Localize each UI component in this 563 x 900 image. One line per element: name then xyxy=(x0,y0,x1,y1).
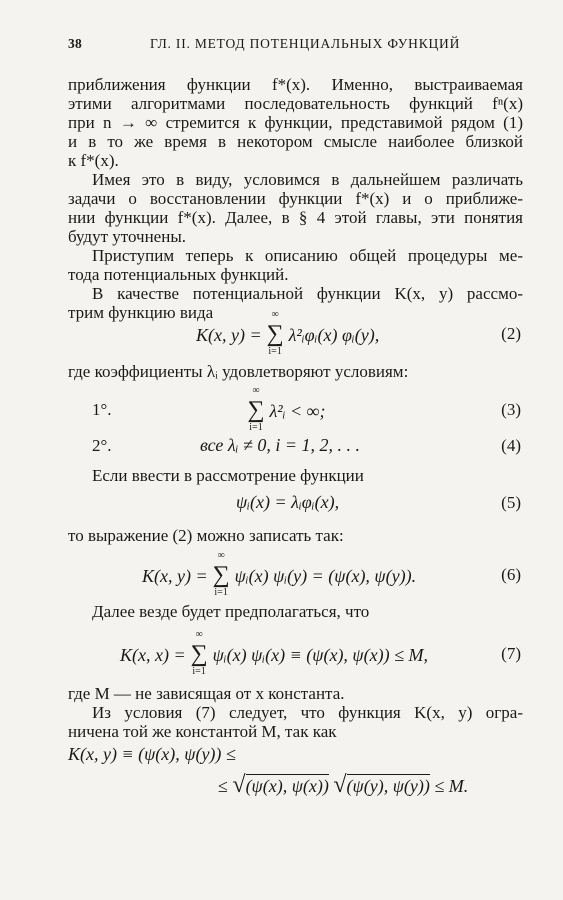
eq2-lhs: K(x, y) = xyxy=(196,325,262,345)
sum-upper-limit: ∞ xyxy=(252,385,260,396)
text-then: то выражение (2) можно записать так: xyxy=(68,526,344,545)
sqrt-arg-2: (ψ(y), ψ(y)) xyxy=(346,776,430,796)
paragraph-5-line-2: ничена той же константой M, так как xyxy=(68,722,337,741)
eq7-lhs: K(x, x) = xyxy=(120,645,186,665)
text-coefficients: где коэффициенты λᵢ удовлетворяют условиям: xyxy=(68,362,409,381)
equation-3 xyxy=(247,385,326,433)
paragraph-1-line-1: приближения функции f*(x). Именно, выстраиваемая xyxy=(68,75,523,94)
summation-symbol: ∞ ∑ i=1 xyxy=(190,629,208,677)
paragraph-1-line-5: к f*(x). xyxy=(68,151,119,170)
sum-upper-limit: ∞ xyxy=(271,309,279,320)
paragraph-1-line-4: и в то же время в некотором смысле наиболее близкой xyxy=(68,132,523,151)
equation-number-7: (7) xyxy=(501,644,521,663)
final-inequality-line-2 xyxy=(218,772,468,799)
paragraph-4-line-1: В качестве потенциальной функции K(x, y) рассмо- xyxy=(92,284,523,303)
sum-lower-limit: i=1 xyxy=(192,666,206,677)
eq7-rhs: ψᵢ(x) ψᵢ(x) ≡ (ψ(x), ψ(x)) ≤ M, xyxy=(212,645,428,665)
paragraph-3-line-2: тода потенциальных функций. xyxy=(68,265,289,284)
paragraph-2-line-4: будут уточнены. xyxy=(68,227,186,246)
equation-6 xyxy=(142,550,417,598)
paragraph-2-line-1: Имея это в виду, условимся в дальнейшем различать xyxy=(92,170,523,189)
sqrt-symbol: √ xyxy=(232,772,246,798)
eq6-rhs: ψᵢ(x) ψᵢ(y) = (ψ(x), ψ(y)). xyxy=(234,566,417,586)
equation-5: ψᵢ(x) = λᵢφᵢ(x), xyxy=(236,492,340,512)
equation-2 xyxy=(196,309,380,357)
equation-number-2: (2) xyxy=(501,324,521,343)
text-where-m: где M — не зависящая от x константа. xyxy=(68,684,345,703)
paragraph-3-line-1: Приступим теперь к описанию общей процедуры ме- xyxy=(92,246,523,265)
summation-symbol: ∞ ∑ i=1 xyxy=(266,309,284,357)
equation-4: все λᵢ ≠ 0, i = 1, 2, . . . xyxy=(200,435,360,455)
eq2-rhs: λ²ᵢφᵢ(x) φᵢ(y), xyxy=(288,325,380,345)
eq3-body: λ²ᵢ < ∞; xyxy=(269,401,326,421)
summation-symbol: ∞ ∑ i=1 xyxy=(212,550,230,598)
final-bound: ≤ M. xyxy=(434,776,469,796)
summation-symbol: ∞ ∑ i=1 xyxy=(247,385,265,433)
sqrt-symbol: √ xyxy=(333,772,347,798)
condition-1-marker: 1°. xyxy=(92,400,112,419)
leq-symbol: ≤ xyxy=(218,776,228,796)
eq6-lhs: K(x, y) = xyxy=(142,566,208,586)
paragraph-1-line-2: этими алгоритмами последовательность функций fⁿ(x) xyxy=(68,94,523,113)
sum-upper-limit: ∞ xyxy=(217,550,225,561)
paragraph-5-line-1: Из условия (7) следует, что функция K(x, y) огра- xyxy=(92,703,523,722)
running-header xyxy=(68,36,523,56)
sum-lower-limit: i=1 xyxy=(214,587,228,598)
paragraph-1-line-3: при n → ∞ стремится к функции, представимой рядом (1) xyxy=(68,113,523,132)
equation-number-4: (4) xyxy=(501,436,521,455)
equation-number-5: (5) xyxy=(501,493,521,512)
sqrt-arg-1: (ψ(x), ψ(x)) xyxy=(245,776,329,796)
sum-upper-limit: ∞ xyxy=(195,629,203,640)
paragraph-2-line-3: нии функции f*(x). Далее, в § 4 этой главы, эти понятия xyxy=(68,208,523,227)
equation-number-3: (3) xyxy=(501,400,521,419)
text-introduce: Если ввести в рассмотрение функции xyxy=(92,466,364,485)
text-assume: Далее везде будет предполагаться, что xyxy=(92,602,370,621)
sum-lower-limit: i=1 xyxy=(249,422,263,433)
sum-lower-limit: i=1 xyxy=(268,346,282,357)
equation-7 xyxy=(120,629,428,677)
final-inequality-line-1: K(x, y) ≡ (ψ(x), ψ(y)) ≤ xyxy=(68,744,236,764)
equation-number-6: (6) xyxy=(501,565,521,584)
paragraph-2-line-2: задачи о восстановлении функции f*(x) и о приближе- xyxy=(68,189,523,208)
chapter-title: ГЛ. II. МЕТОД ПОТЕНЦИАЛЬНЫХ ФУНКЦИЙ xyxy=(150,36,461,51)
paragraph-4-line-2: трим функцию вида xyxy=(68,303,214,322)
page-number: 38 xyxy=(68,36,83,51)
condition-2-marker: 2°. xyxy=(92,436,112,455)
